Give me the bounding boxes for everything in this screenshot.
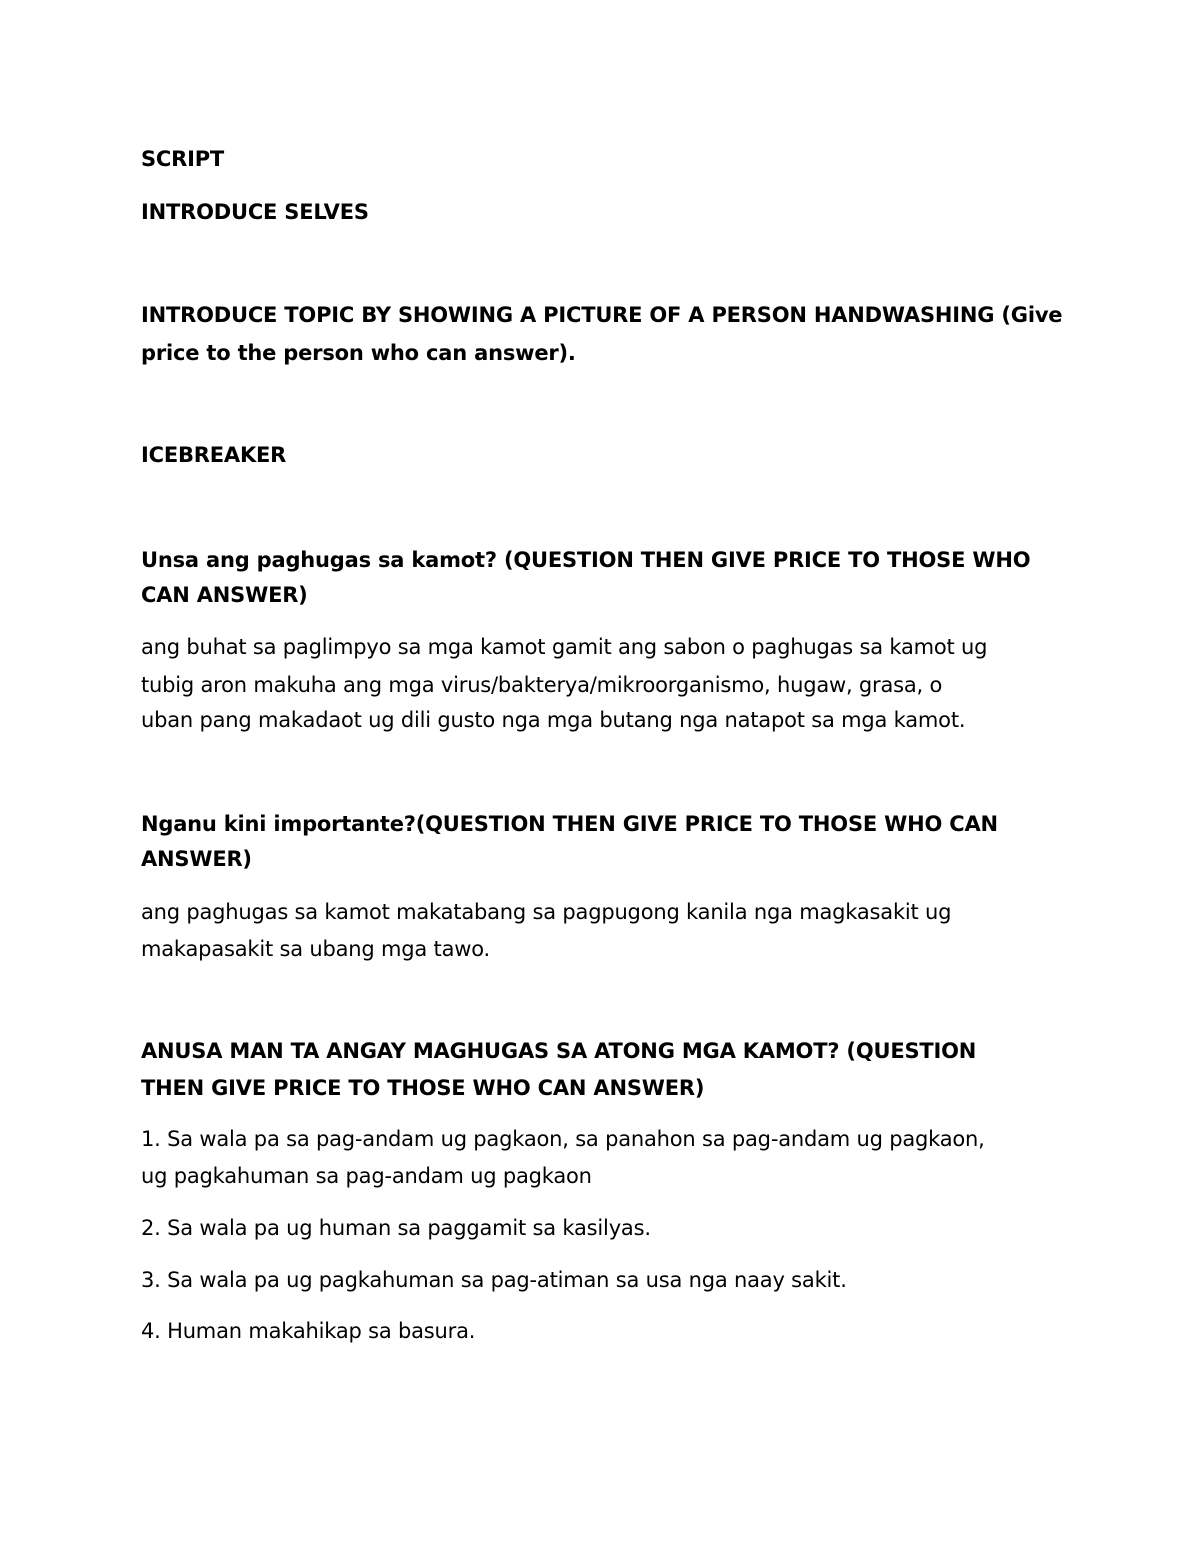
- answer-1-line-1: ang buhat sa paglimpyo sa mga kamot gamit ang sabon o paghugas sa kamot ug: [141, 635, 988, 659]
- list-item-1-line-1: 1. Sa wala pa sa pag-andam ug pagkaon, sa panahon sa pag-andam ug pagkaon,: [141, 1127, 985, 1151]
- icebreaker-heading: ICEBREAKER: [141, 443, 287, 467]
- answer-2-line-1: ang paghugas sa kamot makatabang sa pagpugong kanila nga magkasakit ug: [141, 900, 952, 924]
- list-item-3: 3. Sa wala pa ug pagkahuman sa pag-atiman sa usa nga naay sakit.: [141, 1268, 847, 1292]
- question-1-line-2: CAN ANSWER): [141, 583, 308, 607]
- answer-1-line-2: tubig aron makuha ang mga virus/bakterya/mikroorganismo, hugaw, grasa, o: [141, 673, 943, 697]
- question-3-line-2: THEN GIVE PRICE TO THOSE WHO CAN ANSWER): [141, 1076, 705, 1100]
- introduce-selves-heading: INTRODUCE SELVES: [141, 200, 369, 224]
- answer-1-line-3: uban pang makadaot ug dili gusto nga mga butang nga natapot sa mga kamot.: [141, 708, 966, 732]
- question-1-line-1: Unsa ang paghugas sa kamot? (QUESTION THEN GIVE PRICE TO THOSE WHO: [141, 548, 1031, 572]
- question-3-line-1: ANUSA MAN TA ANGAY MAGHUGAS SA ATONG MGA KAMOT? (QUESTION: [141, 1039, 977, 1063]
- question-2-line-2: ANSWER): [141, 847, 252, 871]
- list-item-2: 2. Sa wala pa ug human sa paggamit sa kasilyas.: [141, 1216, 651, 1240]
- answer-2-line-2: makapasakit sa ubang mga tawo.: [141, 937, 490, 961]
- question-2-line-1: Nganu kini importante?(QUESTION THEN GIVE PRICE TO THOSE WHO CAN: [141, 812, 998, 836]
- script-heading: SCRIPT: [141, 147, 225, 171]
- introduce-topic-line-1: INTRODUCE TOPIC BY SHOWING A PICTURE OF A PERSON HANDWASHING (Give: [141, 303, 1063, 327]
- list-item-4: 4. Human makahikap sa basura.: [141, 1319, 476, 1343]
- list-item-1-line-2: ug pagkahuman sa pag-andam ug pagkaon: [141, 1164, 592, 1188]
- introduce-topic-line-2: price to the person who can answer).: [141, 341, 576, 365]
